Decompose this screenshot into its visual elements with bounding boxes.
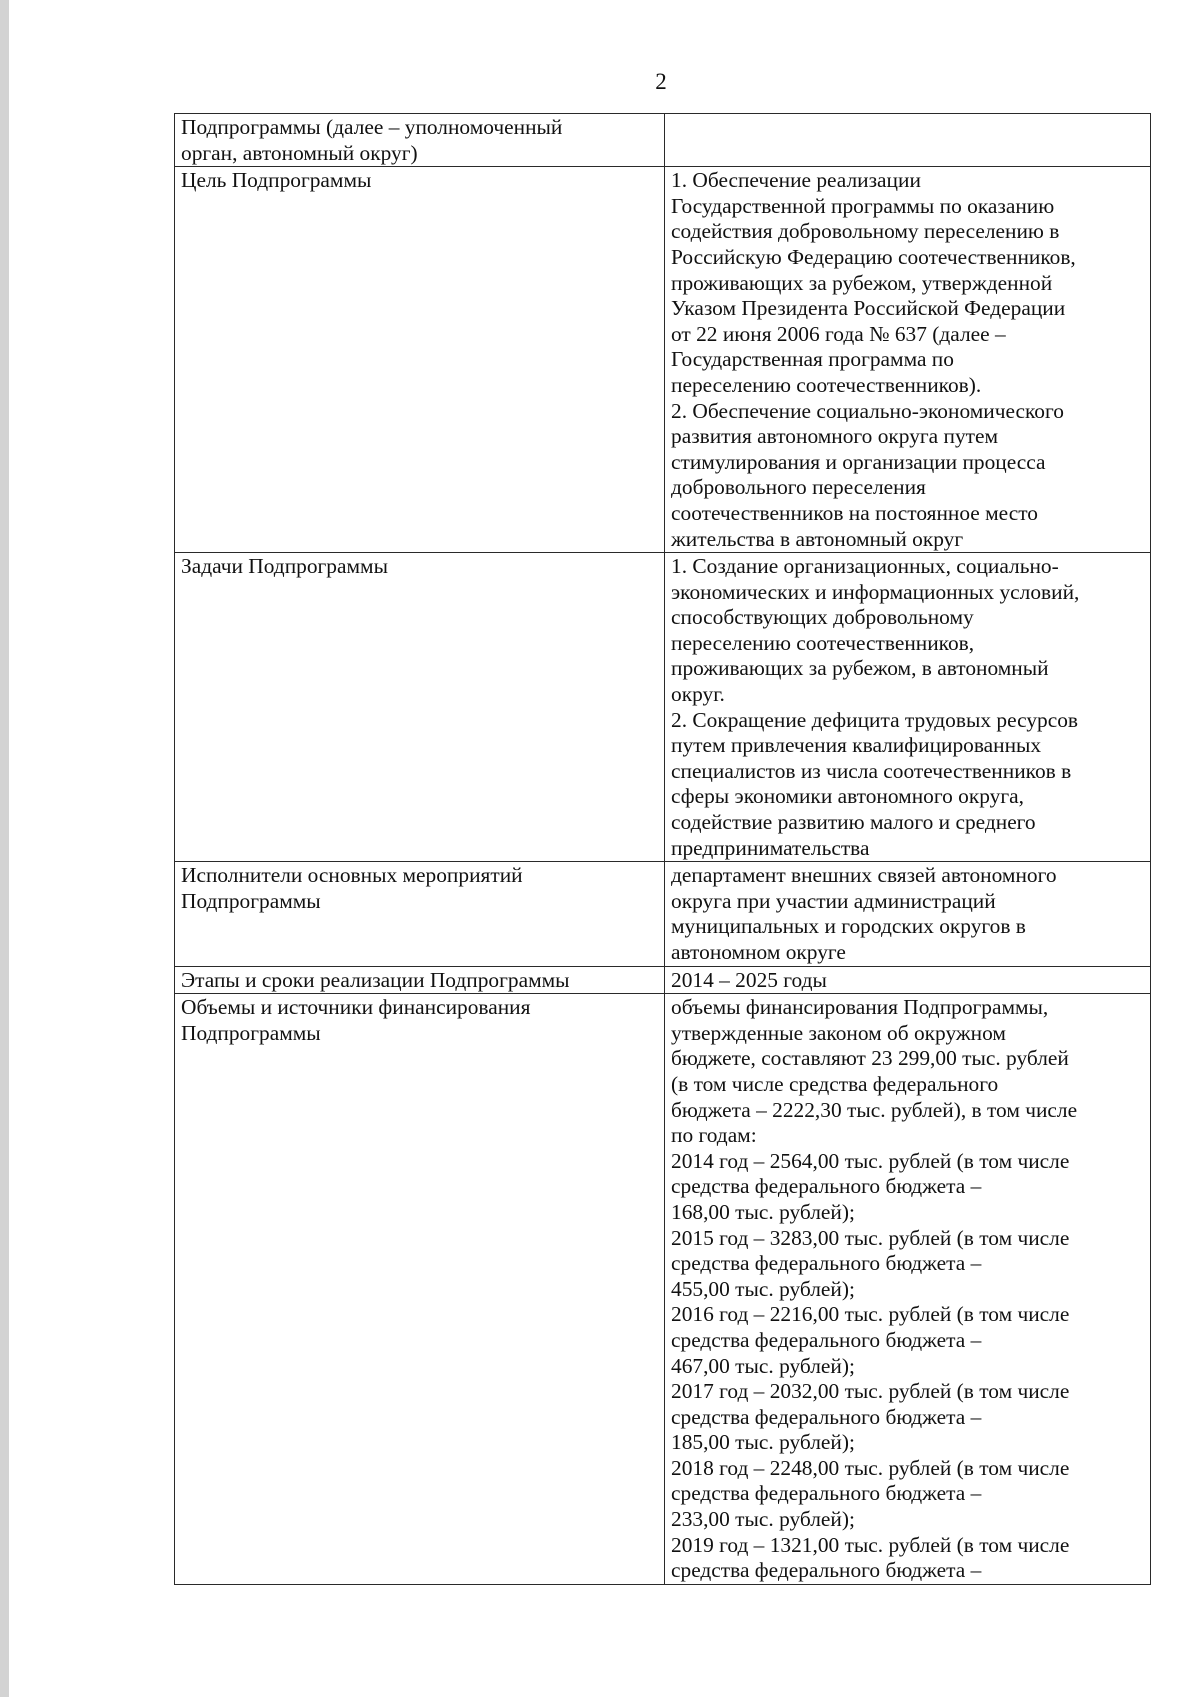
table-row: [175, 862, 1151, 966]
value-line: средства федерального бюджета –: [671, 1481, 982, 1506]
value-line: департамент внешних связей автономного: [671, 863, 1057, 888]
label-line: Этапы и сроки реализации Подпрограммы: [181, 967, 570, 992]
table-row: [175, 994, 1151, 1585]
row-value-cell: [665, 167, 1151, 553]
table-row: [175, 553, 1151, 862]
value-line: Государственной программы по оказанию: [671, 193, 1055, 218]
value-line: округа при участии администраций: [671, 888, 996, 913]
value-line: 2016 год – 2216,00 тыс. рублей (в том числе: [671, 1302, 1070, 1327]
value-line: Указом Президента Российской Федерации: [671, 296, 1066, 321]
label-line: Объемы и источники финансирования: [181, 995, 531, 1020]
label-line: Подпрограммы: [181, 888, 321, 913]
value-line: средства федерального бюджета –: [671, 1251, 982, 1276]
value-line: жительства в автономный округ: [671, 526, 964, 551]
page-number: 2: [655, 69, 667, 94]
value-line: 2. Обеспечение социально-экономического: [671, 398, 1064, 423]
value-line: 2018 год – 2248,00 тыс. рублей (в том числе: [671, 1455, 1070, 1480]
value-line: 2014 год – 2564,00 тыс. рублей (в том числе: [671, 1148, 1070, 1173]
value-line: Государственная программа по: [671, 347, 954, 372]
value-line: специалистов из числа соотечественников в: [671, 758, 1072, 783]
value-line: содействия добровольному переселению в: [671, 219, 1060, 244]
value-line: проживающих за рубежом, утвержденной: [671, 270, 1053, 295]
value-line: путем привлечения квалифицированных: [671, 733, 1042, 758]
value-line: переселению соотечественников,: [671, 630, 975, 655]
value-line: средства федерального бюджета –: [671, 1327, 982, 1352]
row-value-cell: [665, 553, 1151, 862]
value-line: по годам:: [671, 1123, 757, 1148]
label-line: Цель Подпрограммы: [181, 168, 372, 193]
table-row: [175, 966, 1151, 994]
value-line: стимулирования и организации процесса: [671, 449, 1046, 474]
row-value-cell: [665, 994, 1151, 1585]
value-line: 233,00 тыс. рублей);: [671, 1507, 855, 1532]
label-line: Задачи Подпрограммы: [181, 554, 388, 579]
value-line: 2017 год – 2032,00 тыс. рублей (в том числе: [671, 1379, 1070, 1404]
value-line: переселению соотечественников).: [671, 372, 982, 397]
value-line: бюджете, составляют 23 299,00 тыс. рублей: [671, 1046, 1069, 1071]
table-row: [175, 114, 1151, 167]
value-line: 1. Создание организационных, социально-: [671, 554, 1059, 579]
value-line: соотечественников на постоянное место: [671, 500, 1038, 525]
label-line: орган, автономный округ): [181, 140, 418, 165]
value-line: 2019 год – 1321,00 тыс. рублей (в том числе: [671, 1532, 1070, 1557]
row-value-cell: [665, 966, 1151, 994]
value-line: объемы финансирования Подпрограммы,: [671, 995, 1049, 1020]
value-line: 455,00 тыс. рублей);: [671, 1276, 855, 1301]
value-line: средства федерального бюджета –: [671, 1174, 982, 1199]
row-label-cell: [175, 862, 665, 966]
row-label-cell: [175, 994, 665, 1585]
row-label-cell: [175, 167, 665, 553]
scan-edge: [0, 0, 9, 1697]
label-line: Подпрограммы: [181, 1020, 321, 1045]
value-line: (в том числе средства федерального: [671, 1071, 999, 1096]
passport-table: [174, 113, 1151, 1585]
value-line: муниципальных и городских округов в: [671, 914, 1026, 939]
row-label-cell: [175, 114, 665, 167]
row-value-cell: [665, 862, 1151, 966]
value-line: средства федерального бюджета –: [671, 1558, 982, 1583]
table-row: [175, 167, 1151, 553]
value-line: округ.: [671, 682, 725, 707]
value-line: бюджета – 2222,30 тыс. рублей), в том числе: [671, 1097, 1078, 1122]
value-line: утвержденные законом об окружном: [671, 1020, 1006, 1045]
row-value-cell: [665, 114, 1151, 167]
label-line: Исполнители основных мероприятий: [181, 863, 523, 888]
value-line: Российскую Федерацию соотечественников,: [671, 244, 1076, 269]
value-line: содействие развитию малого и среднего: [671, 810, 1036, 835]
value-line: сферы экономики автономного округа,: [671, 784, 1024, 809]
value-line: 2015 год – 3283,00 тыс. рублей (в том числе: [671, 1225, 1070, 1250]
value-line: проживающих за рубежом, в автономный: [671, 656, 1049, 681]
row-label-cell: [175, 966, 665, 994]
value-line: добровольного переселения: [671, 475, 926, 500]
value-line: развития автономного округа путем: [671, 424, 999, 449]
value-line: 2014 – 2025 годы: [671, 967, 827, 992]
value-line: предпринимательства: [671, 835, 870, 860]
value-line: средства федерального бюджета –: [671, 1404, 982, 1429]
value-line: 185,00 тыс. рублей);: [671, 1430, 855, 1455]
value-line: экономических и информационных условий,: [671, 579, 1080, 604]
row-label-cell: [175, 553, 665, 862]
value-line: способствующих добровольному: [671, 605, 974, 630]
value-line: от 22 июня 2006 года № 637 (далее –: [671, 321, 1006, 346]
label-line: Подпрограммы (далее – уполномоченный: [181, 115, 563, 139]
value-line: 2. Сокращение дефицита трудовых ресурсов: [671, 707, 1079, 732]
value-line: 467,00 тыс. рублей);: [671, 1353, 855, 1378]
passport-table-body: [175, 114, 1151, 1585]
value-line: 1. Обеспечение реализации: [671, 168, 921, 193]
value-line: 168,00 тыс. рублей);: [671, 1199, 855, 1224]
value-line: автономном округе: [671, 940, 846, 964]
